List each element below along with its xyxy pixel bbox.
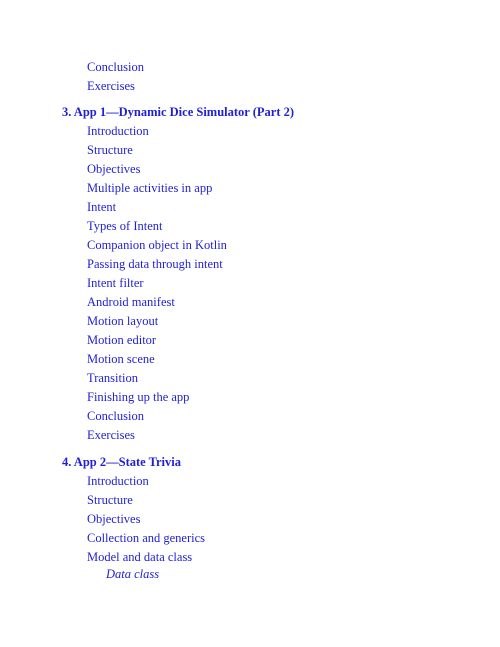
toc-item-exercises[interactable]: Exercises [87,79,135,93]
toc-chapter-3[interactable]: 3. App 1—Dynamic Dice Simulator (Part 2) [62,105,295,119]
toc-item-objectives[interactable]: Objectives [87,512,141,526]
toc-item-structure[interactable]: Structure [87,493,133,507]
toc-item-structure[interactable]: Structure [87,143,133,157]
toc-item-intent[interactable]: Intent [87,200,117,214]
toc-item-introduction[interactable]: Introduction [87,124,149,138]
toc-chapter-4[interactable]: 4. App 2—State Trivia [62,455,181,469]
toc-item-conclusion[interactable]: Conclusion [87,409,144,423]
toc-item-finishing-up[interactable]: Finishing up the app [87,390,190,404]
toc-item-objectives[interactable]: Objectives [87,162,141,176]
toc-item-exercises[interactable]: Exercises [87,428,135,442]
toc-item-model-data-class[interactable]: Model and data class [87,550,193,564]
toc-subitem-data-class[interactable]: Data class [106,567,160,581]
toc-item-transition[interactable]: Transition [87,371,138,385]
toc-item-types-of-intent[interactable]: Types of Intent [87,219,163,233]
toc-item-motion-editor[interactable]: Motion editor [87,333,157,347]
toc-item-intent-filter[interactable]: Intent filter [87,276,144,290]
toc-item-android-manifest[interactable]: Android manifest [87,295,175,309]
toc-item-multiple-activities[interactable]: Multiple activities in app [87,181,213,195]
toc-item-motion-layout[interactable]: Motion layout [87,314,159,328]
toc-item-collection-generics[interactable]: Collection and generics [87,531,206,545]
toc-item-passing-data[interactable]: Passing data through intent [87,257,223,271]
toc-item-conclusion[interactable]: Conclusion [87,60,144,74]
toc-item-companion-object[interactable]: Companion object in Kotlin [87,238,227,252]
toc-item-introduction[interactable]: Introduction [87,474,149,488]
toc-item-motion-scene[interactable]: Motion scene [87,352,155,366]
